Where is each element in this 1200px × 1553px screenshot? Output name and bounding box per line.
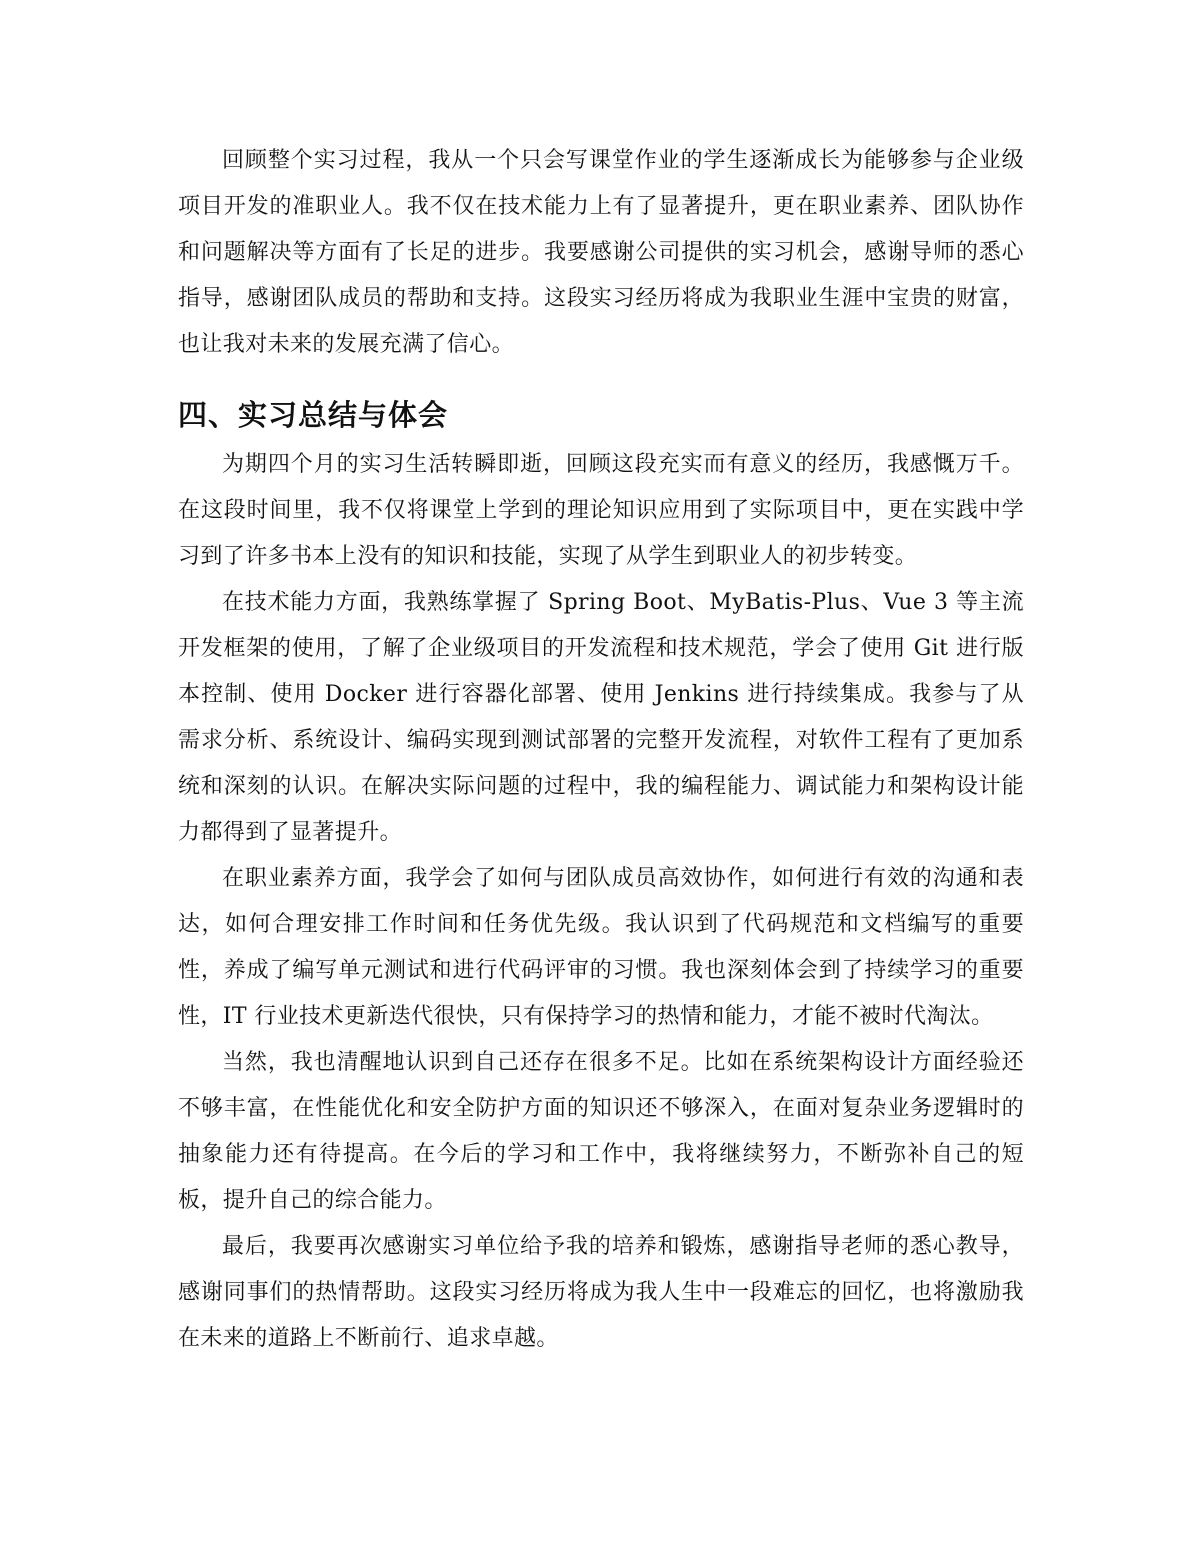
section-heading: 四、实习总结与体会	[178, 398, 449, 432]
shortcomings-paragraph: 当然，我也清醒地认识到自己还存在很多不足。比如在系统架构设计方面经验还不够丰富，在性能优化和安全防护方面的知识还不够深入，在面对复杂业务逻辑时的抽象能力还有待提高。在今后的学习和工作中，我将继续努力，不断弥补自己的短板，提升自己的综合能力。	[178, 1050, 1024, 1213]
document-page	[178, 138, 1024, 1362]
summary-paragraph-1: 为期四个月的实习生活转瞬即逝，回顾这段充实而有意义的经历，我感慨万千。在这段时间里，我不仅将课堂上学到的理论知识应用到了实际项目中，更在实践中学习到了许多书本上没有的知识和技能，实现了从学生到职业人的初步转变。	[178, 452, 1024, 569]
technical-skills-paragraph: 在技术能力方面，我熟练掌握了 Spring Boot、MyBatis-Plus、Vue 3 等主流开发框架的使用，了解了企业级项目的开发流程和技术规范，学会了使用 Git 进行版本控制、使用 Docker 进行容器化部署、使用 Jenkins 进行持续集成。我参与了从需求分析、系统设计、编码实现到测试部署的完整开发流程，对软件工程有了更加系统和深刻的认识。在解决实际问题的过程中，我的编程能力、调试能力和架构设计能力都得到了显著提升。	[178, 590, 1024, 845]
professional-quality-paragraph: 在职业素养方面，我学会了如何与团队成员高效协作，如何进行有效的沟通和表达，如何合理安排工作时间和任务优先级。我认识到了代码规范和文档编写的重要性，养成了编写单元测试和进行代码评审的习惯。我也深刻体会到了持续学习的重要性，IT 行业技术更新迭代很快，只有保持学习的热情和能力，才能不被时代淘汰。	[178, 866, 1024, 1029]
acknowledgement-paragraph: 最后，我要再次感谢实习单位给予我的培养和锻炼，感谢指导老师的悉心教导，感谢同事们的热情帮助。这段实习经历将成为我人生中一段难忘的回忆，也将激励我在未来的道路上不断前行、追求卓越。	[178, 1234, 1024, 1351]
intro-paragraph: 回顾整个实习过程，我从一个只会写课堂作业的学生逐渐成长为能够参与企业级项目开发的准职业人。我不仅在技术能力上有了显著提升，更在职业素养、团队协作和问题解决等方面有了长足的进步。我要感谢公司提供的实习机会，感谢导师的悉心指导，感谢团队成员的帮助和支持。这段实习经历将成为我职业生涯中宝贵的财富，也让我对未来的发展充满了信心。	[178, 148, 1024, 357]
